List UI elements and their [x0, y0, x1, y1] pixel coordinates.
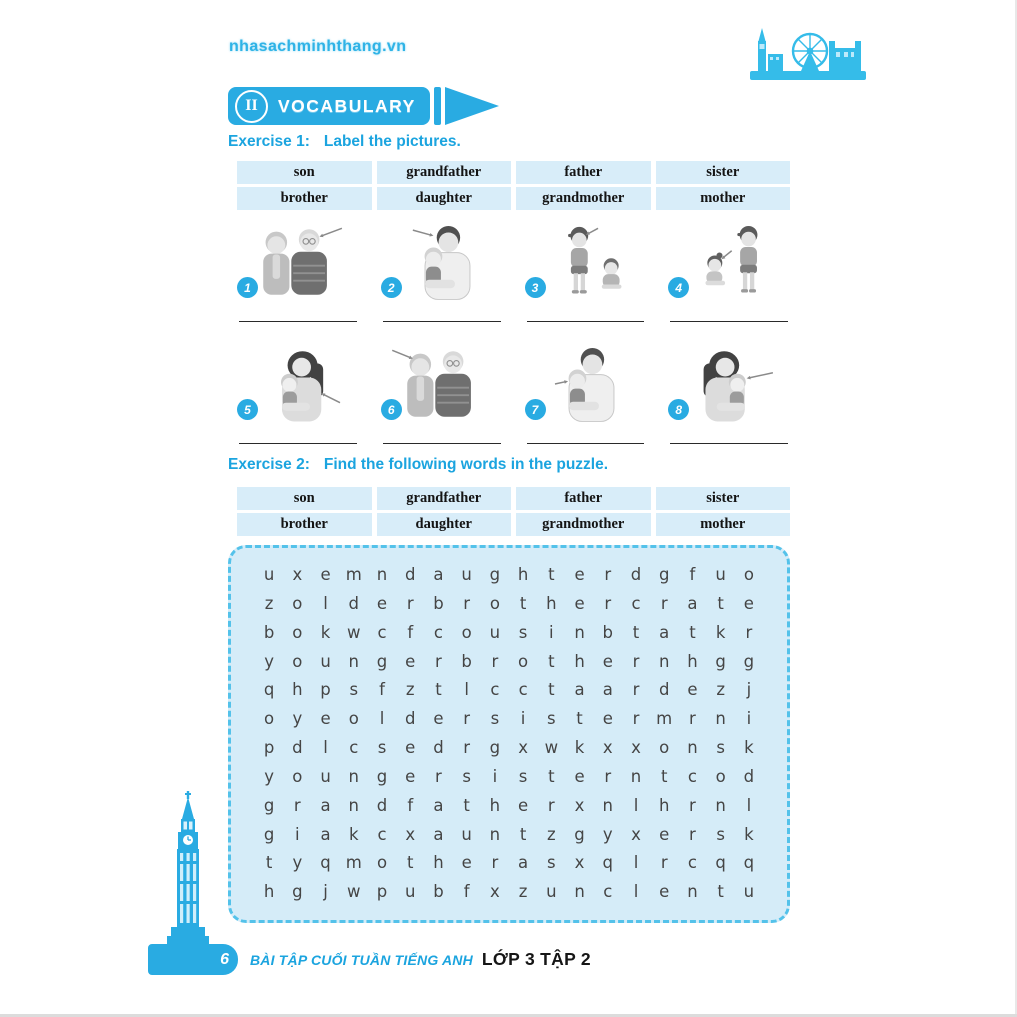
puzzle-letter: l — [323, 593, 328, 613]
puzzle-letter: h — [687, 651, 698, 671]
puzzle-letter: u — [320, 766, 331, 786]
puzzle-letter: s — [462, 766, 471, 786]
puzzle-letter: d — [433, 738, 444, 758]
pictures-grid — [237, 222, 790, 444]
puzzle-letter: d — [376, 795, 388, 815]
puzzle-letter: u — [263, 565, 275, 585]
footer-page-bar — [148, 944, 238, 975]
picture-item-younger-girl — [668, 222, 790, 322]
puzzle-letter: e — [376, 593, 388, 613]
puzzle-letter: t — [717, 593, 724, 613]
puzzle-letter: n — [658, 651, 670, 671]
puzzle-letter: e — [433, 709, 444, 729]
puzzle-letter: m — [656, 709, 673, 729]
exercise2-label: Exercise 2: — [228, 456, 310, 473]
puzzle-letter: t — [519, 593, 527, 613]
puzzle-letter: a — [433, 795, 444, 815]
puzzle-letter: a — [602, 680, 613, 700]
puzzle-letter: n — [574, 882, 585, 902]
word-bank-cell: daughter — [377, 187, 512, 210]
puzzle-letter: r — [660, 853, 668, 873]
puzzle-letter: s — [518, 622, 528, 642]
puzzle-letter: l — [379, 709, 385, 729]
puzzle-letter: o — [292, 622, 303, 642]
puzzle-letter: l — [464, 680, 469, 700]
picture-number-badge: 2 — [381, 277, 402, 298]
puzzle-letter: o — [348, 709, 359, 729]
puzzle-letter: o — [461, 622, 472, 642]
puzzle-letter: b — [433, 882, 444, 902]
puzzle-letter: t — [265, 853, 273, 873]
puzzle-letter: r — [604, 593, 612, 613]
section-title: VOCABULARY — [278, 95, 416, 116]
word-bank-exercise2 — [237, 487, 790, 536]
exercise1-instruction: Label the pictures. — [323, 133, 461, 150]
puzzle-letter: e — [320, 709, 331, 729]
picture-number-badge: 1 — [237, 277, 258, 298]
puzzle-letter: g — [376, 651, 388, 671]
puzzle-letter: d — [658, 680, 670, 700]
puzzle-letter: e — [405, 738, 416, 758]
puzzle-letter: k — [320, 622, 331, 642]
word-bank-cell: mother — [656, 187, 791, 210]
puzzle-letter: r — [689, 824, 696, 844]
puzzle-letter: r — [660, 593, 668, 613]
puzzle-letter: o — [292, 766, 303, 786]
puzzle-letter: r — [491, 651, 499, 671]
puzzle-letter: n — [348, 651, 359, 671]
exercise1-heading — [228, 133, 461, 151]
puzzle-letter: w — [347, 882, 361, 902]
puzzle-letter: r — [293, 795, 301, 815]
puzzle-letter: s — [518, 766, 528, 786]
puzzle-letter: h — [574, 651, 585, 671]
puzzle-letter: t — [406, 853, 414, 873]
puzzle-letter: u — [489, 622, 501, 642]
puzzle-letter: g — [263, 824, 275, 844]
puzzle-letter: q — [602, 853, 613, 873]
puzzle-letter: b — [433, 593, 444, 613]
puzzle-letter: f — [463, 882, 470, 902]
puzzle-letter: r — [463, 709, 471, 729]
puzzle-letter: x — [631, 824, 641, 844]
puzzle-letter: f — [379, 680, 385, 700]
puzzle-letter: e — [602, 709, 613, 729]
puzzle-letter: g — [292, 882, 303, 902]
puzzle-letter: i — [492, 766, 498, 786]
exercise2-instruction: Find the following words in the puzzle. — [323, 456, 609, 473]
puzzle-letter: z — [518, 882, 528, 902]
puzzle-letter: l — [633, 795, 639, 815]
puzzle-letter: h — [489, 795, 501, 815]
picture-number-badge: 7 — [525, 399, 546, 420]
section-number-circle — [235, 90, 268, 123]
puzzle-letter: e — [461, 853, 472, 873]
puzzle-letter: l — [746, 795, 752, 815]
footer-series-title: BÀI TẬP CUỐI TUẦN TIẾNG ANH — [250, 952, 473, 968]
answer-line — [527, 443, 645, 444]
puzzle-letter: a — [518, 853, 529, 873]
word-bank-cell: grandmother — [516, 187, 651, 210]
puzzle-letter: t — [689, 622, 696, 642]
vocabulary-banner — [228, 87, 499, 125]
puzzle-letter: o — [264, 709, 275, 729]
puzzle-letter: o — [743, 565, 754, 585]
puzzle-letter: u — [461, 824, 472, 844]
page-number: 6 — [220, 950, 229, 968]
puzzle-letter: g — [489, 565, 501, 585]
puzzle-letter: y — [292, 853, 303, 873]
puzzle-letter: k — [744, 824, 754, 844]
puzzle-letter: r — [547, 795, 555, 815]
word-bank-exercise1 — [237, 161, 790, 210]
puzzle-letter: g — [574, 824, 585, 844]
puzzle-letter: z — [405, 680, 415, 700]
puzzle-letter: p — [263, 738, 275, 758]
puzzle-letter: n — [348, 766, 359, 786]
puzzle-letter: s — [716, 824, 725, 844]
puzzle-letter: z — [716, 680, 725, 700]
puzzle-letter: o — [659, 738, 670, 758]
answer-line — [383, 443, 501, 444]
puzzle-letter: r — [604, 565, 612, 585]
puzzle-letter: z — [546, 824, 556, 844]
puzzle-letter: n — [489, 824, 501, 844]
puzzle-letter: b — [461, 651, 472, 671]
puzzle-letter: m — [345, 565, 362, 585]
puzzle-letter: d — [404, 709, 416, 729]
section-number: II — [245, 97, 258, 114]
puzzle-letter: s — [716, 738, 725, 758]
puzzle-letter: l — [633, 853, 639, 873]
puzzle-letter: e — [574, 766, 585, 786]
puzzle-letter: t — [435, 680, 442, 700]
puzzle-letter: n — [715, 709, 726, 729]
puzzle-letter: p — [376, 882, 388, 902]
puzzle-letter: s — [547, 709, 556, 729]
puzzle-letter: e — [743, 593, 754, 613]
puzzle-letter: h — [433, 853, 444, 873]
puzzle-letter: e — [659, 882, 670, 902]
word-bank-cell: mother — [656, 513, 791, 536]
puzzle-letter: o — [715, 766, 726, 786]
puzzle-letter: h — [263, 882, 275, 902]
puzzle-letter: u — [715, 565, 726, 585]
puzzle-letter: r — [406, 593, 414, 613]
puzzle-letter: e — [659, 824, 670, 844]
picture-number-badge: 4 — [668, 277, 689, 298]
puzzle-letter: c — [490, 680, 500, 700]
puzzle-letter: w — [544, 738, 559, 758]
puzzle-letter: n — [687, 738, 698, 758]
puzzle-letter: t — [548, 766, 555, 786]
puzzle-letter: i — [295, 824, 300, 844]
answer-line — [527, 321, 645, 322]
puzzle-letter: e — [320, 565, 331, 585]
puzzle-letter: h — [517, 565, 529, 585]
puzzle-letter: h — [546, 593, 557, 613]
puzzle-letter: x — [405, 824, 416, 844]
word-bank-cell: sister — [656, 487, 791, 510]
puzzle-letter: y — [602, 824, 613, 844]
picture-item-mother — [237, 344, 359, 444]
word-bank-cell: daughter — [377, 513, 512, 536]
puzzle-letter: c — [377, 622, 387, 642]
puzzle-letter: o — [292, 651, 303, 671]
puzzle-letter: r — [491, 853, 499, 873]
puzzle-letter: g — [743, 651, 755, 671]
puzzle-letter: l — [323, 738, 328, 758]
puzzle-letter: e — [574, 593, 585, 613]
puzzle-letter: l — [633, 882, 639, 902]
puzzle-letter: d — [292, 738, 303, 758]
puzzle-letter: k — [715, 622, 726, 642]
picture-number-badge: 5 — [237, 399, 258, 420]
puzzle-letter: x — [489, 882, 500, 902]
puzzle-letter: q — [263, 680, 275, 700]
puzzle-letter: f — [407, 795, 414, 815]
puzzle-letter: r — [745, 622, 753, 642]
puzzle-letter: u — [320, 651, 331, 671]
word-bank-cell: grandfather — [377, 161, 512, 184]
puzzle-letter: e — [687, 680, 698, 700]
picture-number-badge: 6 — [381, 399, 402, 420]
puzzle-letter: e — [574, 565, 585, 585]
puzzle-letter: c — [433, 622, 443, 642]
puzzle-letter: u — [743, 882, 755, 902]
puzzle-letter: t — [717, 882, 724, 902]
puzzle-letter: t — [660, 766, 668, 786]
answer-line — [670, 443, 788, 444]
puzzle-letter: x — [574, 853, 585, 873]
puzzle-letter: t — [548, 651, 555, 671]
puzzle-letter: t — [576, 709, 583, 729]
word-bank-cell: brother — [237, 187, 372, 210]
picture-item-father — [381, 222, 503, 322]
puzzle-letter: e — [602, 651, 613, 671]
puzzle-letter: q — [715, 853, 726, 873]
puzzle-letter: g — [658, 565, 670, 585]
puzzle-letter: g — [715, 651, 726, 671]
puzzle-letter: j — [323, 882, 328, 902]
puzzle-letter: c — [349, 738, 359, 758]
puzzle-letter: u — [546, 882, 557, 902]
puzzle-letter: m — [345, 853, 362, 873]
puzzle-letter: q — [320, 853, 331, 873]
puzzle-letter: d — [348, 593, 359, 613]
puzzle-letter: r — [463, 593, 471, 613]
banner-bar-decoration — [434, 87, 441, 125]
puzzle-letter: x — [631, 738, 641, 758]
vocabulary-banner-body — [228, 87, 430, 125]
puzzle-letter: g — [489, 738, 501, 758]
puzzle-letter: g — [263, 795, 275, 815]
puzzle-letter: n — [348, 795, 359, 815]
word-bank-cell: brother — [237, 513, 372, 536]
puzzle-letter: e — [518, 795, 529, 815]
puzzle-letter: f — [689, 565, 696, 585]
puzzle-letter: r — [632, 709, 640, 729]
word-bank-cell: father — [516, 161, 651, 184]
puzzle-letter: w — [347, 622, 361, 642]
puzzle-letter: r — [632, 651, 640, 671]
banner-arrow-icon — [445, 87, 499, 125]
puzzle-letter: u — [461, 565, 472, 585]
puzzle-letter: i — [746, 709, 752, 729]
puzzle-letter: d — [743, 766, 755, 786]
puzzle-letter: n — [687, 882, 698, 902]
puzzle-letter: y — [264, 766, 274, 786]
puzzle-letter: c — [687, 853, 697, 873]
puzzle-letter-grid — [255, 561, 763, 907]
publisher-watermark: nhasachminhthang.vn — [229, 38, 407, 55]
puzzle-letter: y — [292, 709, 303, 729]
puzzle-letter: q — [743, 853, 755, 873]
puzzle-letter: a — [687, 593, 698, 613]
puzzle-letter: c — [603, 882, 613, 902]
exercise2-heading — [228, 456, 608, 474]
picture-item-baby — [525, 344, 647, 444]
puzzle-letter: k — [744, 738, 754, 758]
london-skyline-icon — [748, 24, 870, 86]
puzzle-letter: a — [320, 824, 331, 844]
word-bank-cell: grandfather — [377, 487, 512, 510]
puzzle-letter: c — [631, 593, 641, 613]
picture-number-badge: 8 — [668, 399, 689, 420]
puzzle-letter: a — [574, 680, 585, 700]
puzzle-letter: t — [463, 795, 470, 815]
word-bank-cell: sister — [656, 161, 791, 184]
puzzle-letter: n — [715, 795, 726, 815]
puzzle-letter: p — [320, 680, 331, 700]
puzzle-letter: h — [658, 795, 670, 815]
picture-item-grandmother — [381, 344, 503, 444]
puzzle-letter: r — [463, 738, 471, 758]
puzzle-letter: n — [602, 795, 613, 815]
puzzle-letter: s — [349, 680, 359, 700]
word-bank-cell: son — [237, 161, 372, 184]
puzzle-letter: f — [407, 622, 414, 642]
puzzle-letter: i — [549, 622, 554, 642]
puzzle-letter: x — [518, 738, 528, 758]
puzzle-letter: d — [630, 565, 642, 585]
picture-item-grandfather — [237, 222, 359, 322]
puzzle-letter: t — [548, 565, 555, 585]
puzzle-letter: t — [548, 680, 555, 700]
puzzle-letter: r — [604, 766, 612, 786]
puzzle-letter: t — [632, 622, 640, 642]
puzzle-letter: n — [574, 622, 585, 642]
word-search-puzzle — [228, 545, 790, 923]
puzzle-letter: x — [292, 565, 303, 585]
puzzle-letter: c — [377, 824, 387, 844]
puzzle-letter: s — [490, 709, 500, 729]
puzzle-letter: c — [687, 766, 697, 786]
puzzle-letter: d — [404, 565, 416, 585]
puzzle-letter: r — [689, 795, 696, 815]
puzzle-letter: r — [435, 651, 442, 671]
big-ben-icon — [157, 789, 219, 946]
picture-number-badge: 3 — [525, 277, 546, 298]
puzzle-letter: a — [433, 824, 444, 844]
puzzle-letter: a — [320, 795, 331, 815]
puzzle-letter: b — [263, 622, 275, 642]
puzzle-letter: b — [602, 622, 613, 642]
puzzle-letter: h — [292, 680, 303, 700]
puzzle-letter: u — [404, 882, 416, 902]
puzzle-letter: k — [348, 824, 359, 844]
puzzle-letter: c — [518, 680, 528, 700]
puzzle-letter: g — [376, 766, 388, 786]
puzzle-letter: t — [519, 824, 527, 844]
puzzle-letter: a — [659, 622, 670, 642]
puzzle-letter: o — [518, 651, 529, 671]
exercise1-label: Exercise 1: — [228, 133, 310, 150]
picture-item-baby — [668, 344, 790, 444]
puzzle-letter: z — [264, 593, 274, 613]
puzzle-letter: r — [435, 766, 442, 786]
footer-title — [250, 949, 591, 970]
puzzle-letter: o — [292, 593, 303, 613]
puzzle-letter: i — [520, 709, 526, 729]
picture-item-older-boy — [525, 222, 647, 322]
puzzle-letter: y — [264, 651, 274, 671]
puzzle-letter: k — [574, 738, 585, 758]
puzzle-letter: e — [405, 651, 416, 671]
answer-line — [239, 321, 357, 322]
word-bank-cell: father — [516, 487, 651, 510]
puzzle-letter: a — [433, 565, 444, 585]
word-bank-cell: grandmother — [516, 513, 651, 536]
answer-line — [670, 321, 788, 322]
puzzle-letter: x — [574, 795, 585, 815]
puzzle-letter: s — [377, 738, 387, 758]
puzzle-letter: e — [405, 766, 416, 786]
puzzle-letter: o — [376, 853, 388, 873]
puzzle-letter: o — [489, 593, 500, 613]
footer-volume: LỚP 3 TẬP 2 — [481, 949, 591, 969]
word-bank-cell: son — [237, 487, 372, 510]
puzzle-letter: j — [746, 680, 752, 700]
answer-line — [239, 443, 357, 444]
puzzle-letter: s — [547, 853, 556, 873]
puzzle-letter: r — [632, 680, 640, 700]
puzzle-letter: r — [689, 709, 696, 729]
puzzle-letter: n — [630, 766, 642, 786]
answer-line — [383, 321, 501, 322]
puzzle-letter: n — [376, 565, 388, 585]
puzzle-letter: x — [602, 738, 613, 758]
